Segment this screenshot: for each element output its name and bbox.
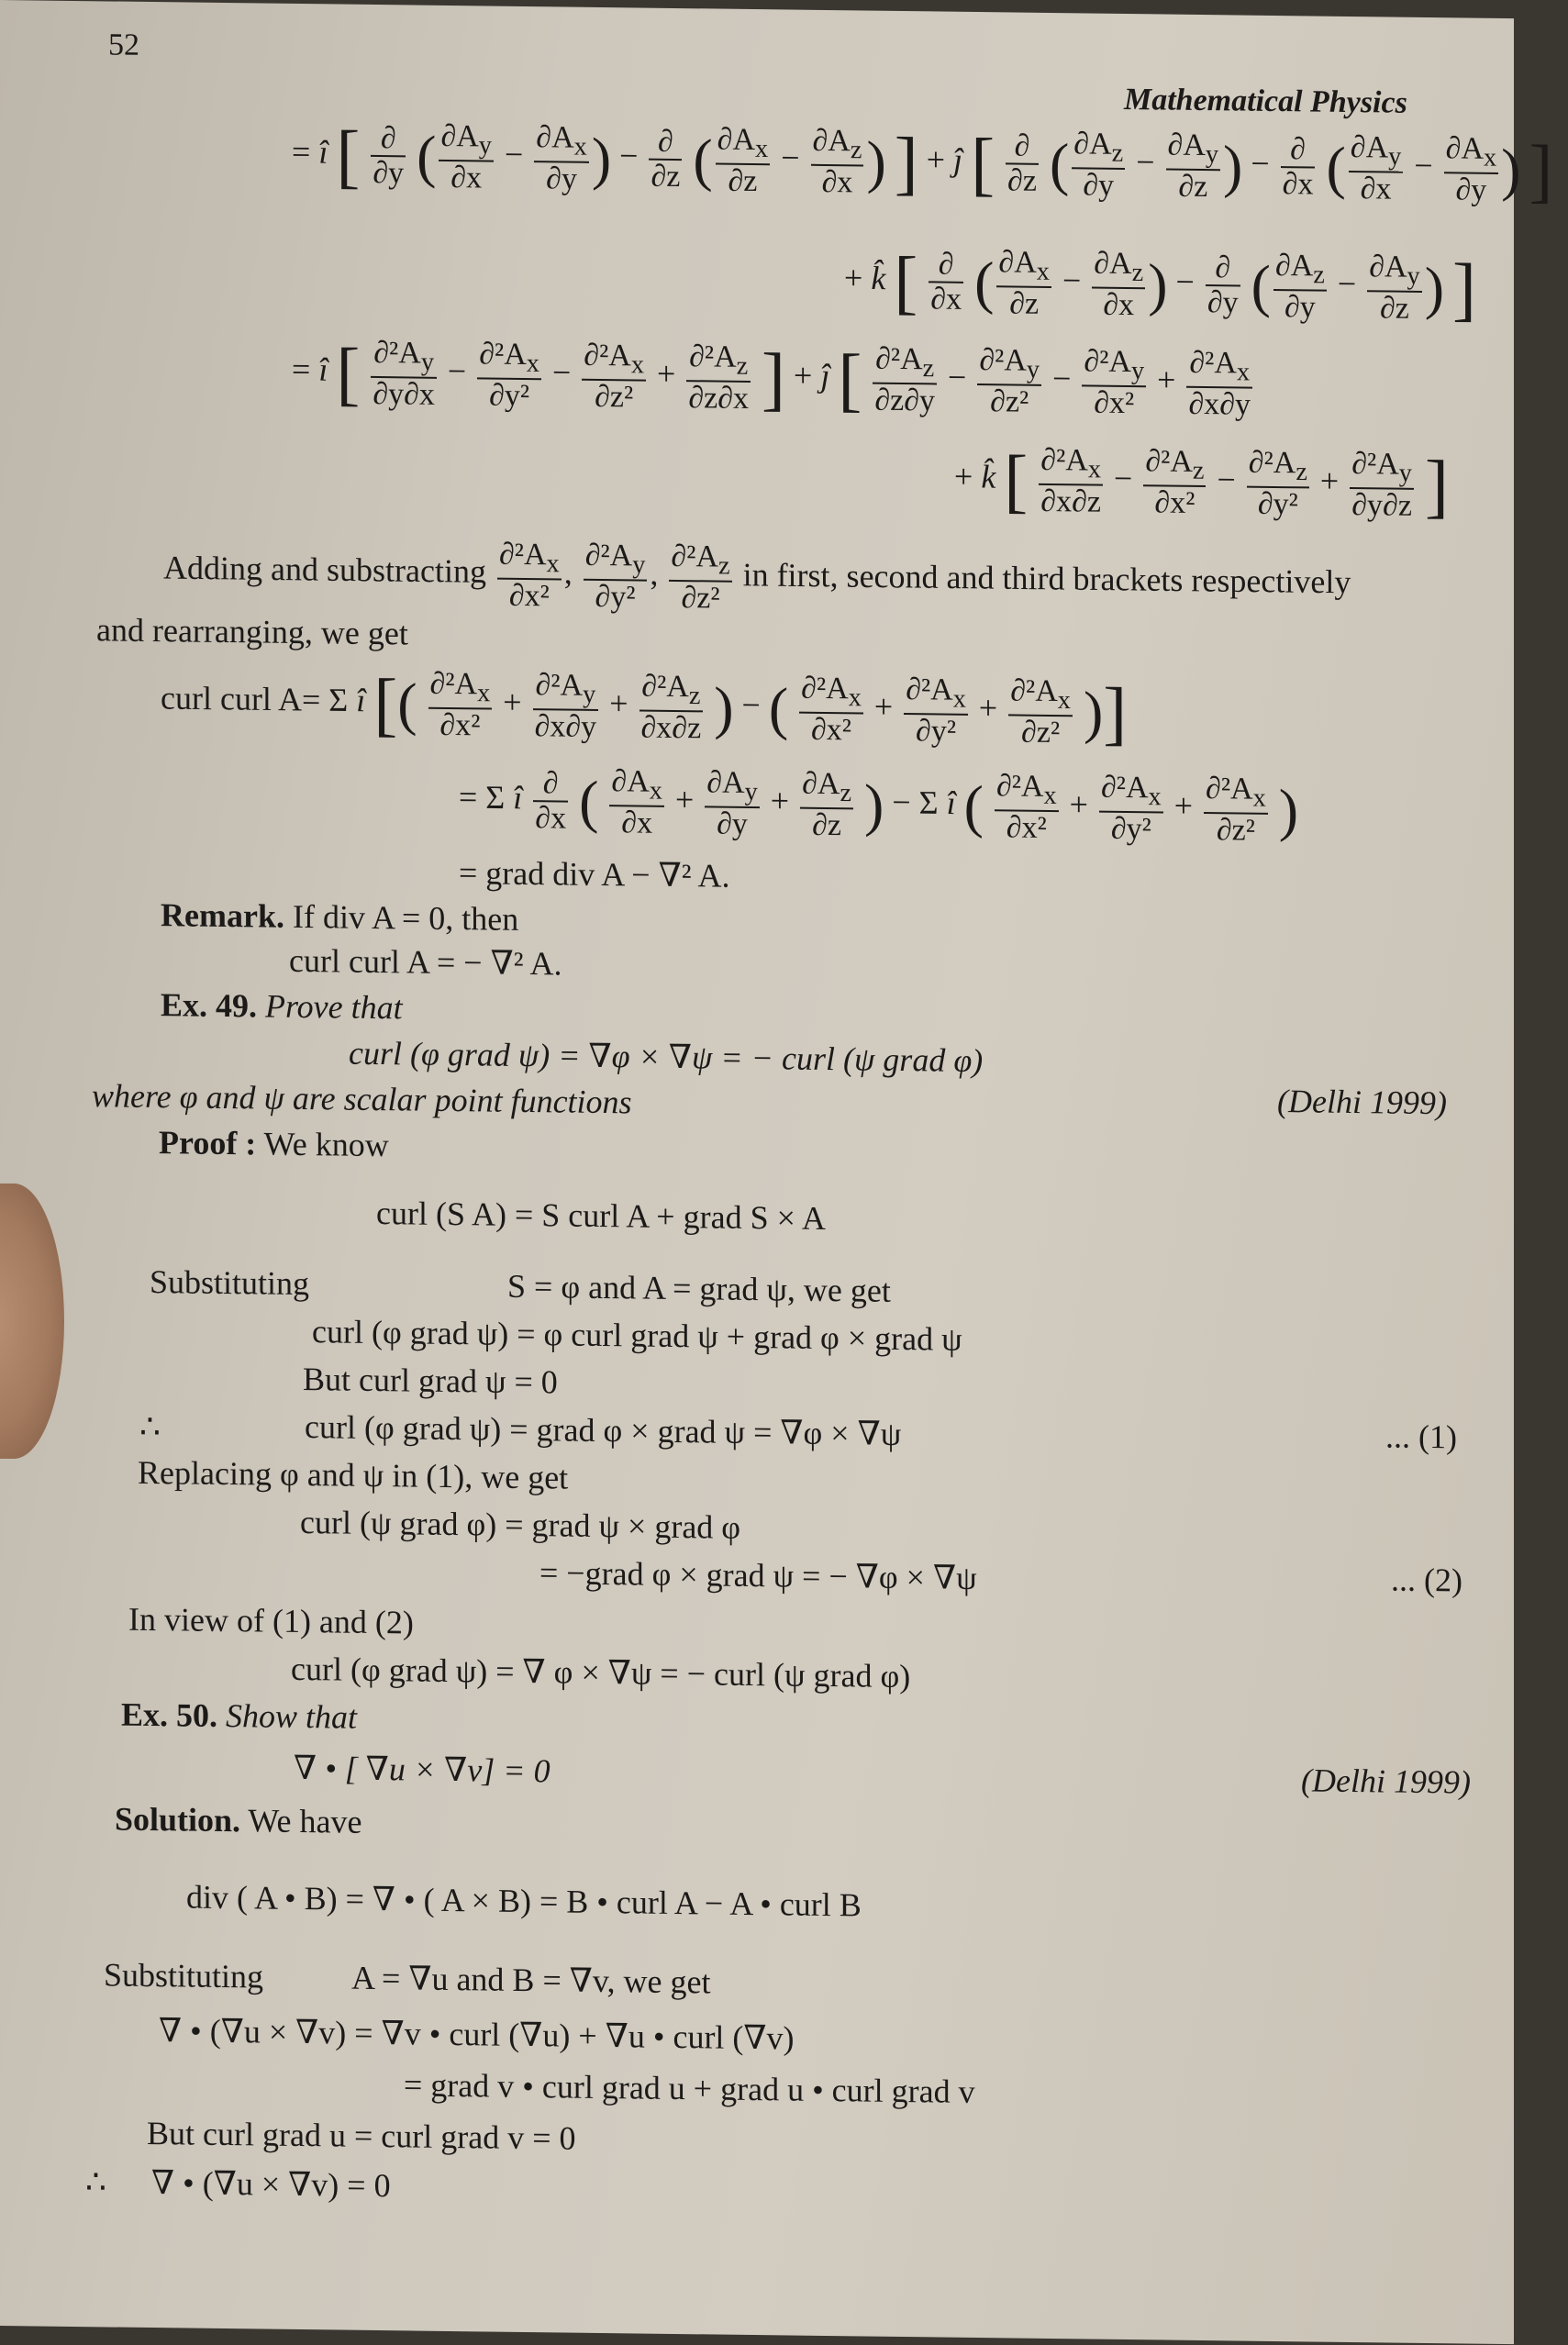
proof-heading: Proof : We know [159,1124,389,1164]
running-title: Mathematical Physics [1124,82,1407,120]
equation-number-2: ... (2) [1391,1561,1462,1599]
formula-curl-sa: curl (S A) = S curl A + grad S × A [376,1195,826,1237]
curlcurl-row-2: = Σ î $\frac{\partial}{\partial x}$ ( $\frac{\partial A_x}{\partial x}$ + $\frac{\partial A_y}{\partial y}$ + $\frac{\partial A_z}{\partial z}$ ) − Σ î ( $\frac{\partial^2A_x}{\text{∂x²}}$ + $\frac{\partial^2A_x}{\text{∂y²}}$ + $\frac{\partial^2A_x}{\text{∂z²}}$ ) [459,764,1299,848]
solution-step-2: = grad v • curl grad u + grad u • curl grad v [404,2066,975,2110]
equation-row-1: = î [ $\frac{\partial}{\partial y}$ ( $\frac{\partial A_y}{\partial x}$ − $\frac{\partial A_x}{\partial y}$ ) − $\frac{\partial}{\partial z}$ ( $\frac{\partial A_x}{\partial z}$ − $\frac{\partial A_z}{\partial x}$ ) ] + ĵ [ $\frac{\partial}{\partial z}$ ( $\frac{\partial A_z}{\partial y}$ − $\frac{\partial A_y}{\partial z}$ ) − $\frac{\partial}{\partial x}$ ( $\frac{\partial A_y}{\partial x}$ − $\frac{\partial A_x}{\partial y}$ ) ] [292,115,1553,210]
substituting-label: Substituting [150,1262,310,1303]
ex50-heading: Ex. 50. Show that [121,1695,358,1736]
ex49-statement: curl (φ grad ψ) = ∇φ × ∇ψ = − curl (ψ grad φ) [349,1034,984,1080]
proof-step-6: curl (φ grad ψ) = ∇ φ × ∇ψ = − curl (ψ grad φ) [291,1650,911,1695]
proof-step-2: But curl grad ψ = 0 [303,1361,558,1401]
page-number: 52 [108,28,139,62]
ex49-reference: (Delhi 1999) [1277,1083,1447,1122]
div-formula: div ( A • B) = ∇ • ( A × B) = B • curl A − A • curl B [186,1878,862,1924]
proof-step-4: curl (ψ grad φ) = grad ψ × grad φ [300,1503,741,1546]
ex49-heading: Ex. 49. Prove that [161,986,403,1027]
proof-step-3: curl (φ grad ψ) = grad φ × grad ψ = ∇φ × ∇ψ [305,1408,902,1453]
proof-step-1: curl (φ grad ψ) = φ curl grad ψ + grad φ × grad ψ [312,1313,962,1358]
equation-row-4: + k̂ [ $\frac{\partial^2A_x}{\partial x\partial z}$ − $\frac{\partial^2A_z}{\text{∂x²}}$ − $\frac{\partial^2A_z}{\text{∂y²}}$ + $\frac{\partial^2A_y}{\partial y\partial z}$ ] [954,439,1449,526]
equation-row-2: + k̂ [ $\frac{\partial}{\partial x}$ ( $\frac{\partial A_x}{\partial z}$ − $\frac{\partial A_z}{\partial x}$ ) − $\frac{\partial}{\partial y}$ ( $\frac{\partial A_z}{\partial y}$ − $\frac{\partial A_y}{\partial z}$ ) ] [844,241,1477,328]
substituting-text: S = φ and A = grad ψ, we get [507,1267,891,1309]
therefore-symbol-1: ∴ [139,1407,161,1446]
solution-step-1: ∇ • (∇u × ∇v) = ∇v • curl (∇u) + ∇u • curl (∇v) [159,2012,795,2057]
ex49-where: where φ and ψ are scalar point functions [92,1077,632,1121]
proof-step-5: = −grad φ × grad ψ = − ∇φ × ∇ψ [539,1554,977,1597]
remark-line: Remark. If div A = 0, then [161,896,519,938]
rearranging-line: and rearranging, we get [96,611,408,652]
therefore-symbol-2: ∴ [85,2163,106,2201]
solution-step-3: But curl grad u = curl grad v = 0 [147,2114,576,2157]
solution-heading: Solution. We have [115,1800,362,1840]
equation-row-3: = î [ $\frac{\partial^2A_y}{\partial y\partial x}$ − $\frac{\partial^2A_x}{\text{∂y²}}$ − $\frac{\partial^2A_x}{\text{∂z²}}$ + $\frac{\partial^2A_z}{\partial z\partial x}$ ] + ĵ [ $\frac{\partial^2A_z}{\partial z\partial y}$ − $\frac{\partial^2A_y}{\text{∂z²}}$ − $\frac{\partial^2A_y}{\text{∂x²}}$ + $\frac{\partial^2A_x}{\partial x\partial y}$ [292,332,1251,422]
grad-div-line: = grad div A − ∇² A. [459,854,730,895]
remark-result: curl curl A = − ∇² A. [289,941,562,983]
curlcurl-row-1: curl curl A= Σ î [( $\frac{\partial^2A_x}{\text{∂x²}}$ + $\frac{\partial^2A_y}{\partial x\partial y}$ + $\frac{\partial^2A_z}{\partial x\partial z}$ ) − ( $\frac{\partial^2A_x}{\text{∂x²}}$ + $\frac{\partial^2A_x}{\text{∂y²}}$ + $\frac{\partial^2A_x}{\text{∂z²}}$ )] [161,663,1128,753]
substituting2-text: A = ∇u and B = ∇v, we get [351,1959,711,2001]
equation-number-1: ... (1) [1385,1417,1457,1456]
ex50-reference: (Delhi 1999) [1301,1762,1471,1801]
inview-line: In view of (1) and (2) [128,1600,414,1641]
adding-line: Adding and substracting $\frac{\partial^2A_x}{\text{∂x²}}$ , $\frac{\partial^2A_y}{\text{∂y²}}$ , $\frac{\partial^2A_z}{\text{∂z²}}$ in first, second and third brackets respectively [163,537,1351,616]
substituting2-label: Substituting [104,1956,264,1995]
solution-final: ∇ • (∇u × ∇v) = 0 [151,2164,391,2205]
ex50-statement: ∇ • [ ∇u × ∇v] = 0 [294,1749,550,1790]
replacing-line: Replacing φ and ψ in (1), we get [138,1453,569,1496]
